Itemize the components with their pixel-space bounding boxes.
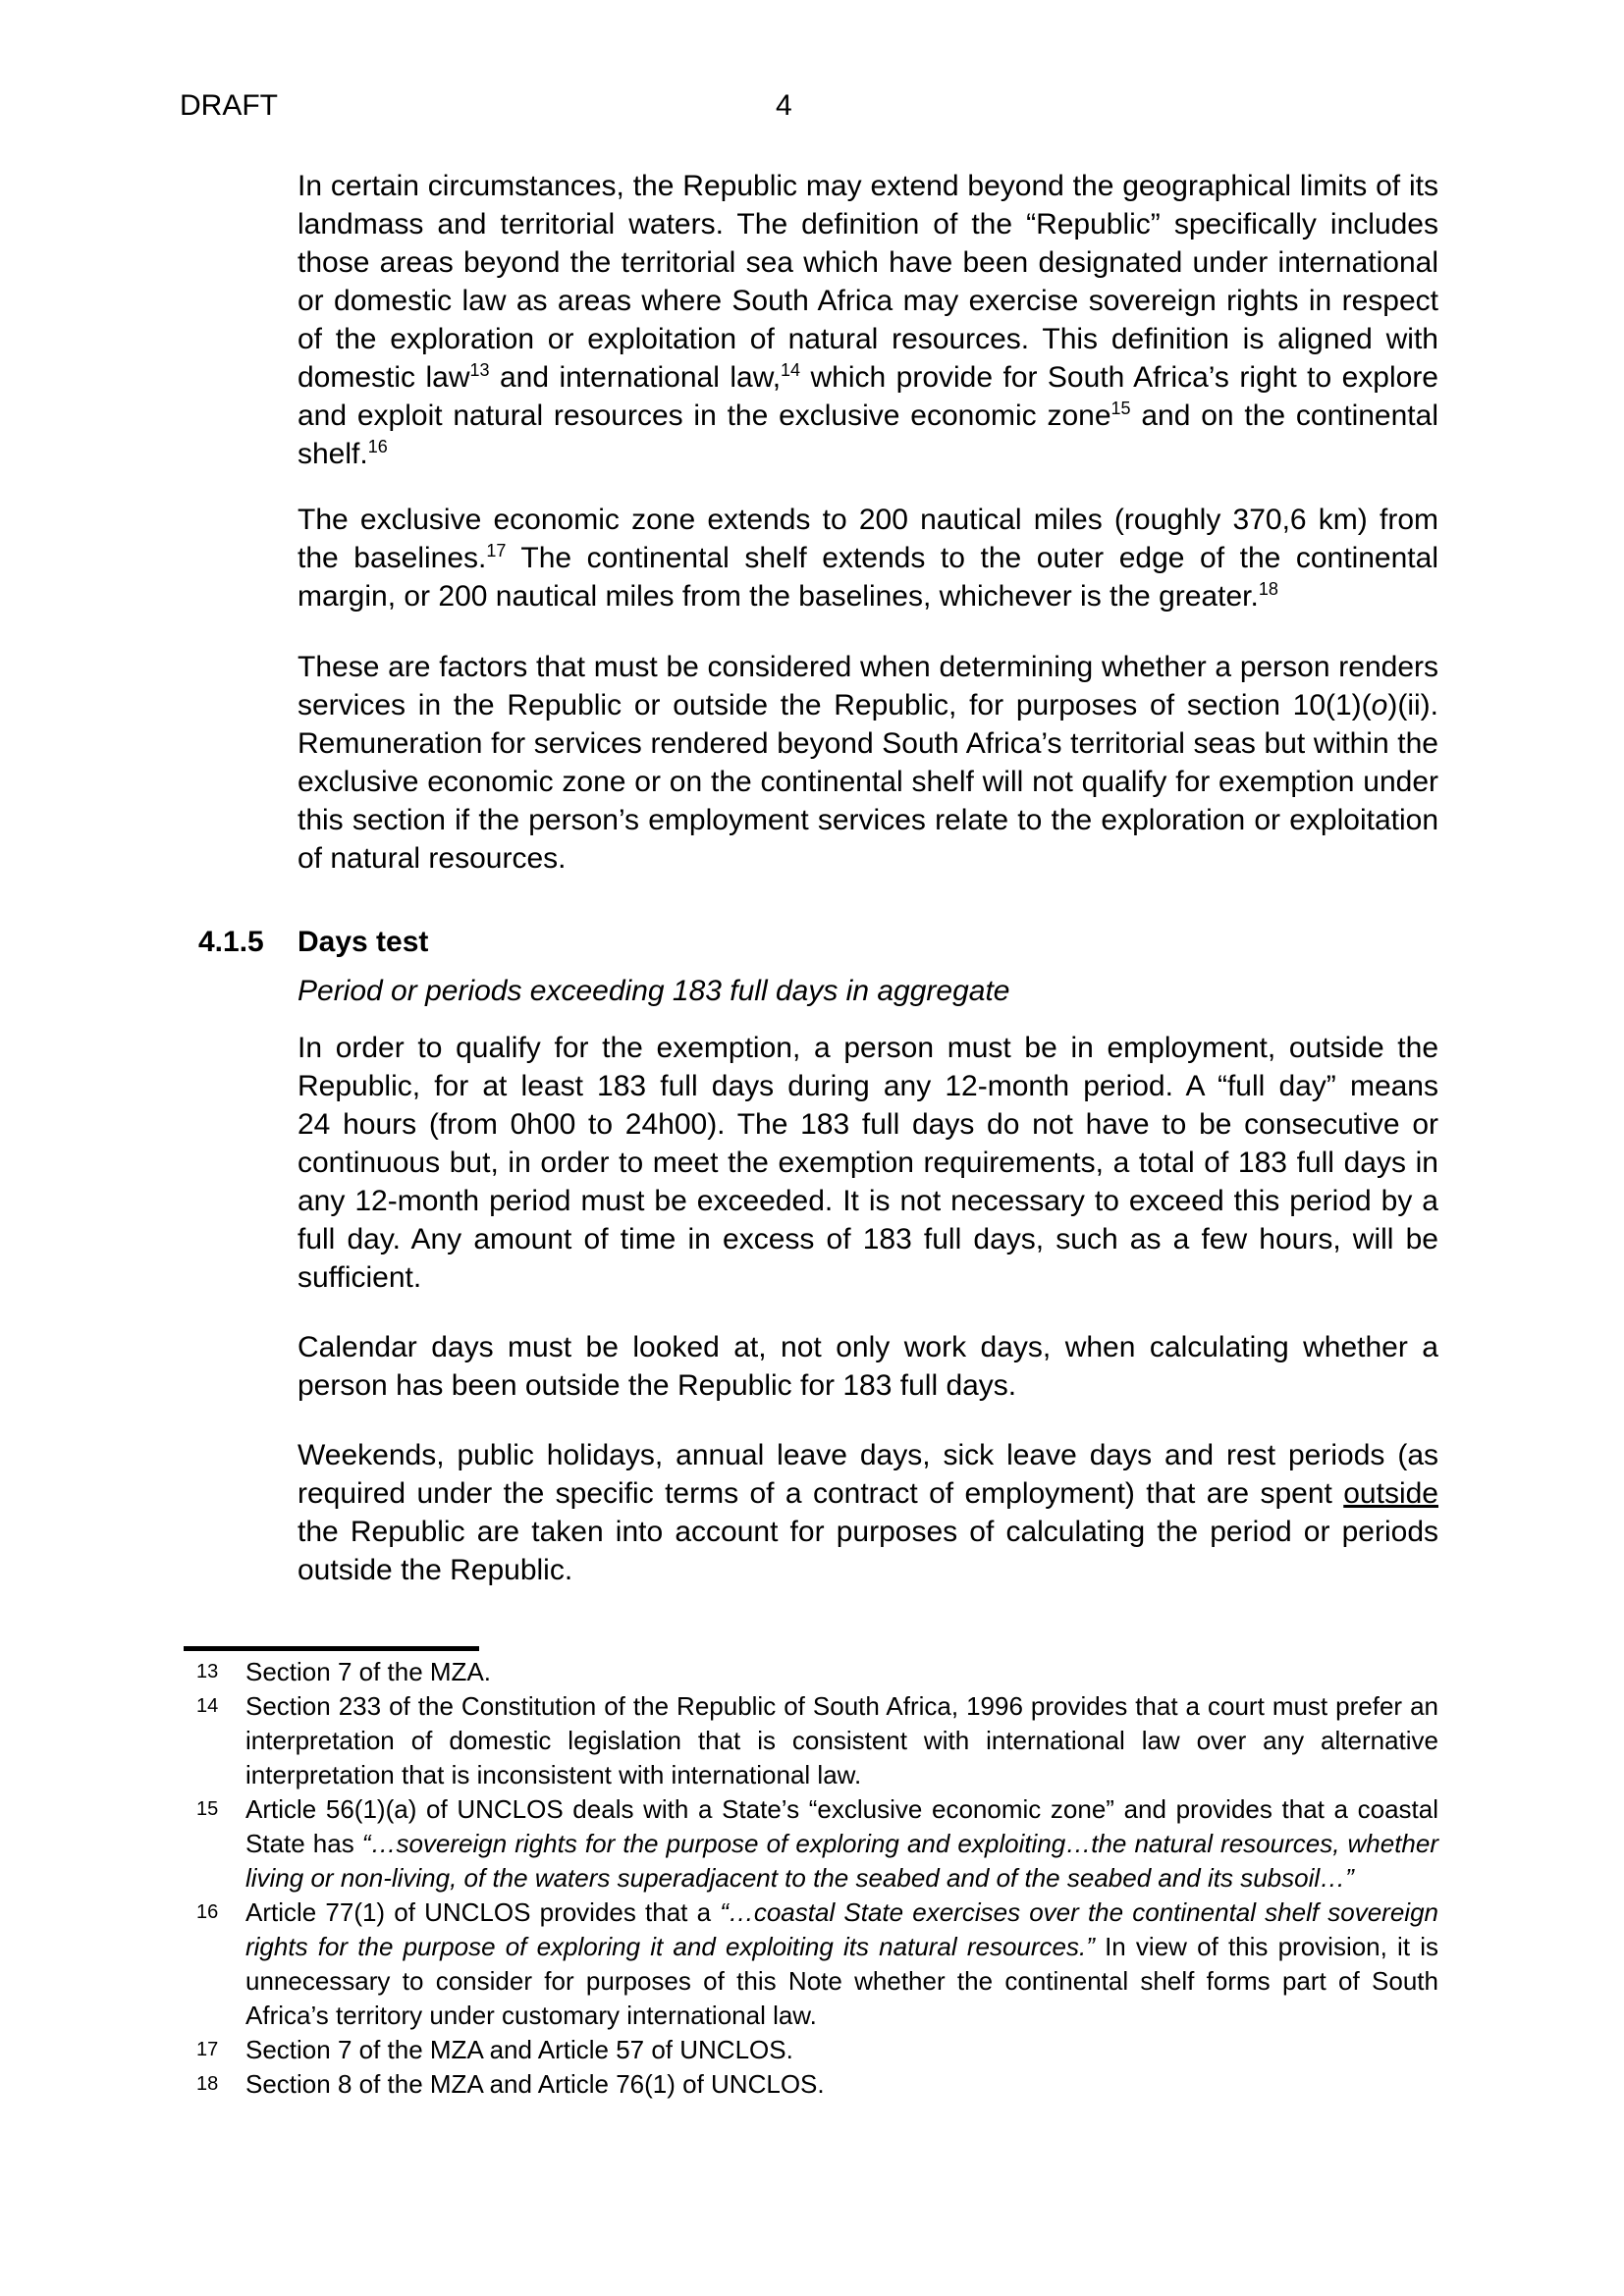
footnote-number: 14 (196, 1695, 219, 1717)
footnote-15 (196, 1792, 1438, 1896)
footnote-number: 15 (196, 1798, 219, 1820)
section-title: Days test (298, 926, 429, 958)
footnote-18 (196, 2067, 1438, 2102)
footnote-14 (196, 1689, 1438, 1792)
footnote-text: Section 233 of the Constitution of the Republic of South Africa, 1996 provides that a court must prefer an interpretation of domestic legislation that is consistent with international law over any alternative interpretation that is inconsistent with international law. (245, 1691, 1438, 1789)
footnote-number: 13 (196, 1661, 219, 1682)
section-number: 4.1.5 (198, 926, 264, 958)
paragraph-days-test: In order to qualify for the exemption, a person must be in employment, outside the Republic, for at least 183 full days during any 12-month period. A “full day” means 24 hours (from 0h00 to 24h00). The 183 full days do not have to be consecutive or continuous but, in order to meet the exemption requirements, a total of 183 full days in any 12-month period must be exceeded. It is not necessary to exceed this period by a full day. Any amount of time in excess of 183 full days, such as a few hours, will be sufficient. (298, 1032, 1438, 1294)
footnote-text: Section 7 of the MZA. (245, 1657, 492, 1686)
footnote-text: Article 56(1)(a) of UNCLOS deals with a State’s “exclusive economic zone” and provides that a coastal State has “…sovereign rights for the purpose of exploring and exploiting…the natural resources, whether living or non-living, of the waters superadjacent to the seabed and of the seabed and its subsoil…” (245, 1794, 1439, 1893)
page-number: 4 (776, 89, 792, 122)
draft-label: DRAFT (180, 89, 278, 122)
footnote-separator (184, 1646, 479, 1651)
footnote-13 (196, 1655, 1438, 1689)
section-subtitle: Period or periods exceeding 183 full days in aggregate (298, 975, 1010, 1007)
footnote-number: 16 (196, 1901, 219, 1923)
paragraph-weekends: Weekends, public holidays, annual leave days, sick leave days and rest periods (as required under the specific terms of a contract of employment) that are spent outside the Republic are taken into account for purposes of calculating the period or periods outside the Republic. (298, 1439, 1438, 1586)
footnote-number: 18 (196, 2073, 219, 2095)
paragraph-factors: These are factors that must be considered when determining whether a person renders services in the Republic or outside the Republic, for purposes of section 10(1)(o)(ii). Remuneration for services rendered beyond South Africa’s territorial seas but within the exclusive economic zone or on the continental shelf will not qualify for exemption under this section if the person’s employment services relate to the exploration or exploitation of natural resources. (298, 651, 1438, 875)
paragraph-calendar-days: Calendar days must be looked at, not only work days, when calculating whether a person has been outside the Republic for 183 full days. (298, 1331, 1438, 1402)
footnote-17 (196, 2033, 1438, 2067)
footnote-16 (196, 1896, 1438, 2033)
footnote-text: Section 7 of the MZA and Article 57 of UNCLOS. (245, 2035, 793, 2064)
footnote-text: Article 77(1) of UNCLOS provides that a “…coastal State exercises over the continental shelf sovereign rights for the purpose of exploring it and exploiting its natural resources.” In view of this provision, it is unnecessary to consider for purposes of this Note whether the continental shelf forms part of South Africa’s territory under customary international law. (245, 1897, 1438, 2030)
section-heading (198, 923, 428, 961)
footnote-number: 17 (196, 2039, 219, 2060)
paragraph-republic-extent: In certain circumstances, the Republic may extend beyond the geographical limits of its landmass and territorial waters. The definition of the “Republic” specifically includes those areas beyond the territorial sea which have been designated under international or domestic law as areas where South Africa may exercise sovereign rights in respect of the exploration or exploitation of natural resources. This definition is aligned with domestic law$^{13}$ and international law,$^{14}$ which provide for South Africa’s right to explore and exploit natural resources in the exclusive economic zone$^{15}$ and on the continental shelf.$^{16}$ (298, 170, 1438, 470)
footnote-text: Section 8 of the MZA and Article 76(1) of UNCLOS. (245, 2069, 825, 2099)
footnotes (196, 1655, 1438, 2102)
paragraph-eez-extent: The exclusive economic zone extends to 200 nautical miles (roughly 370,6 km) from the baselines.$^{17}$ The continental shelf extends to the outer edge of the continental margin, or 200 nautical miles from the baselines, whichever is the greater.$^{18}$ (298, 504, 1438, 613)
